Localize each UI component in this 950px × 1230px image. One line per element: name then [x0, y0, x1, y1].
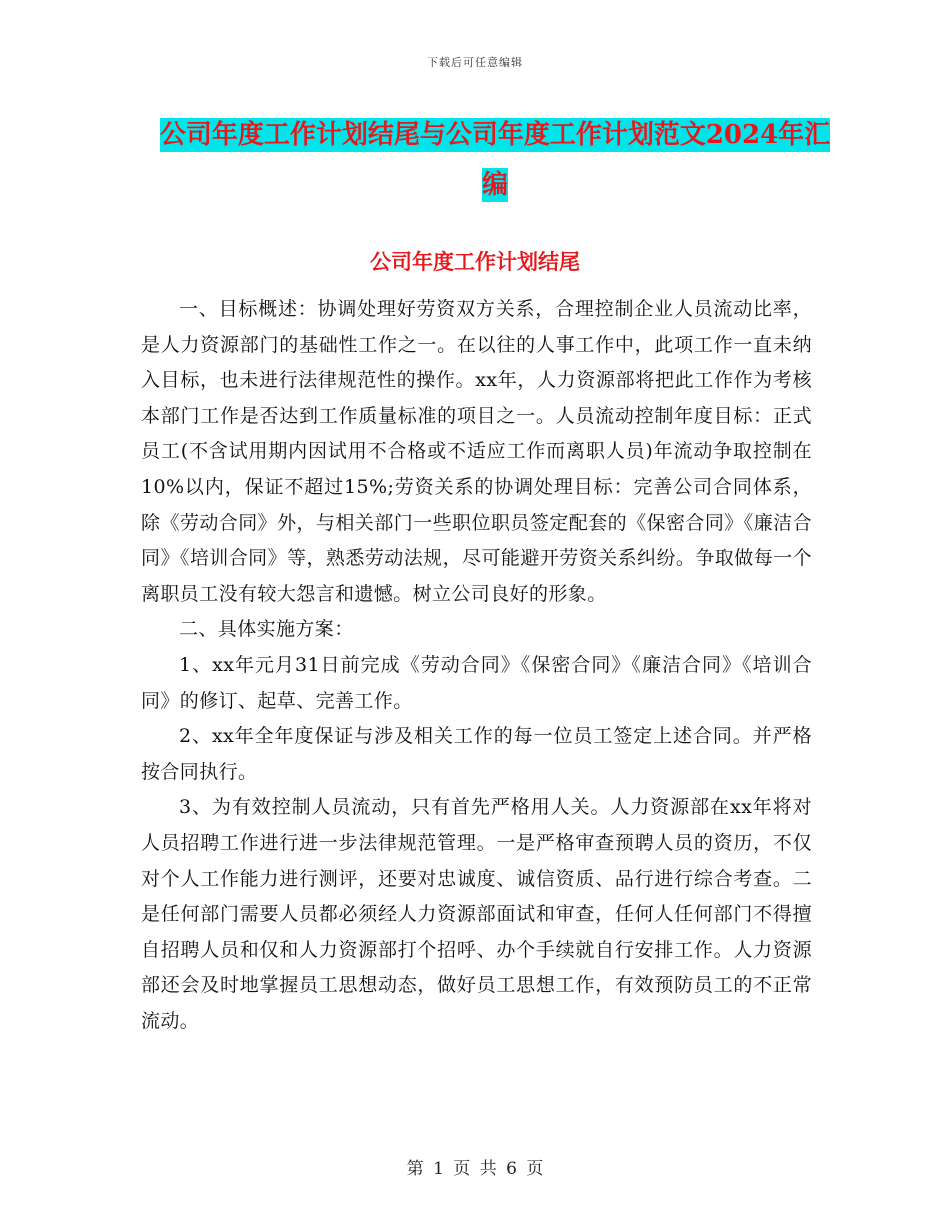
page-number: 第 1 页 共 6 页: [406, 1159, 544, 1179]
document-title-text: 公司年度工作计划结尾与公司年度工作计划范文2024年汇编: [159, 120, 831, 200]
paragraph-item-1: 1、xx年元月31日前完成《劳动合同》《保密合同》《廉洁合同》《培训合同》的修订、起草、完善工作。: [141, 653, 812, 712]
document-title: [150, 110, 840, 210]
paragraph-item-3: 3、为有效控制人员流动，只有首先严格用人关。人力资源部在xx年将对人员招聘工作进行进一步法律规范管理。一是严格审查预聘人员的资历，不仅对个人工作能力进行测评，还要对忠诚度、诚信资质、品行进行综合考查。二是任何部门需要人员都必须经人力资源部面试和审查，任何人任何部门不得擅自招聘人员和仅和人力资源部打个招呼、办个手续就自行安排工作。人力资源部还会及时地掌握员工思想动态，做好员工思想工作，有效预防员工的不正常流动。: [141, 796, 812, 1032]
paragraph-objective: 一、目标概述：协调处理好劳资双方关系，合理控制企业人员流动比率，是人力资源部门的基础性工作之一。在以往的人事工作中，此项工作一直未纳入目标，也未进行法律规范性的操作。xx年，人力资源部将把此工作作为考核本部门工作是否达到工作质量标准的项目之一。人员流动控制年度目标：正式员工(不含试用期内因试用不合格或不适应工作而离职人员)年流动争取控制在10%以内，保证不超过15%;劳资关系的协调处理目标：完善公司合同体系，除《劳动合同》外，与相关部门一些职位职员签定配套的《保密合同》《廉洁合同》《培训合同》等，熟悉劳动法规，尽可能避开劳资关系纠纷。争取做每一个离职员工没有较大怨言和遗憾。树立公司良好的形象。: [141, 298, 812, 605]
header-note: 下载后可任意编辑: [427, 56, 523, 69]
document-body: [141, 292, 812, 1039]
paragraph-plan-heading: 二、具体实施方案：: [179, 618, 354, 641]
section-title: 公司年度工作计划结尾: [370, 249, 580, 274]
paragraph-item-2: 2、xx年全年度保证与涉及相关工作的每一位员工签定上述合同。并严格按合同执行。: [141, 725, 812, 783]
